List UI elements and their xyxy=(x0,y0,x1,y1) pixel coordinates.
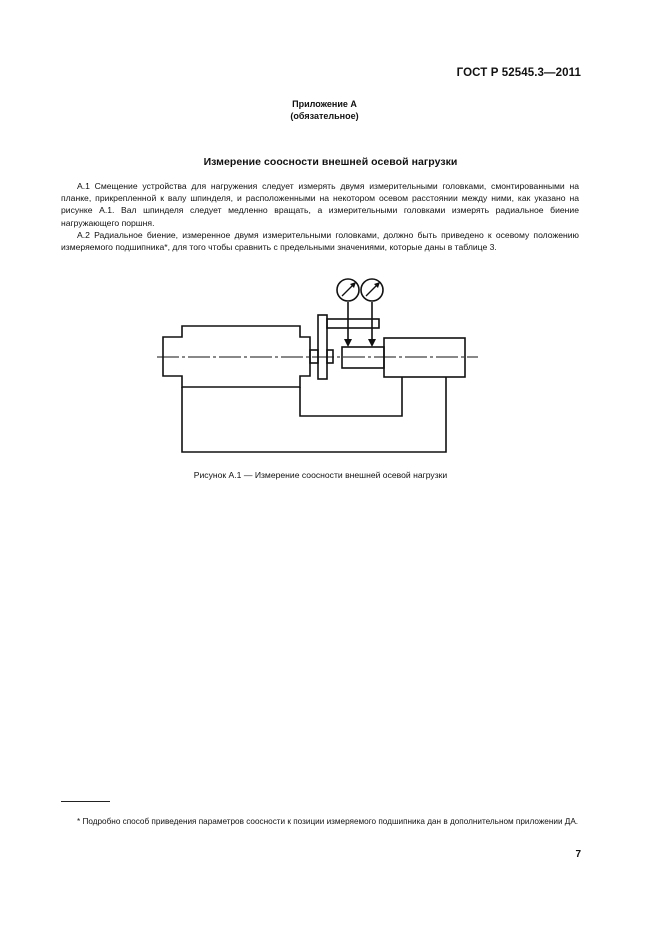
footnote: * Подробно способ приведения параметров соосности к позиции измеряемого подшипника дан в дополнительном приложении ДА. xyxy=(77,817,579,826)
probe-tip-right xyxy=(368,339,376,347)
paragraph-a1: А.1 Смещение устройства для нагружения следует измерять двумя измерительными головками, смонтированными на планке, прикрепленной к валу шпинделя, и расположенными на некотором осевом расстоянии между ними, как указано на рисунке А.1. Вал шпинделя следует медленно вращать, а измерительными головками измерять радиальное биение нагружающего поршня. xyxy=(61,181,579,228)
appendix-heading xyxy=(0,98,661,122)
footnote-rule xyxy=(61,801,110,802)
base-frame xyxy=(182,377,446,452)
page-number: 7 xyxy=(575,849,581,860)
standard-number: ГОСТ Р 52545.3—2011 xyxy=(456,67,581,79)
section-title: Измерение соосности внешней осевой нагрузки xyxy=(203,156,458,168)
appendix-status: (обязательное) xyxy=(290,111,359,121)
mounting-plate xyxy=(318,315,327,379)
alignment-diagram xyxy=(0,270,661,465)
appendix-label: Приложение А xyxy=(292,99,357,109)
figure-caption: Рисунок А.1 — Измерение соосности внешней осевой нагрузки xyxy=(193,470,448,480)
paragraph-a2: А.2 Радиальное биение, измеренное двумя измерительными головками, должно быть приведено к осевому положению измеряемого подшипника*, для того чтобы сравнить с предельными значениями, которые даны в таблице 3. xyxy=(61,230,579,253)
inner-bracket xyxy=(300,377,402,416)
probe-tip-left xyxy=(344,339,352,347)
